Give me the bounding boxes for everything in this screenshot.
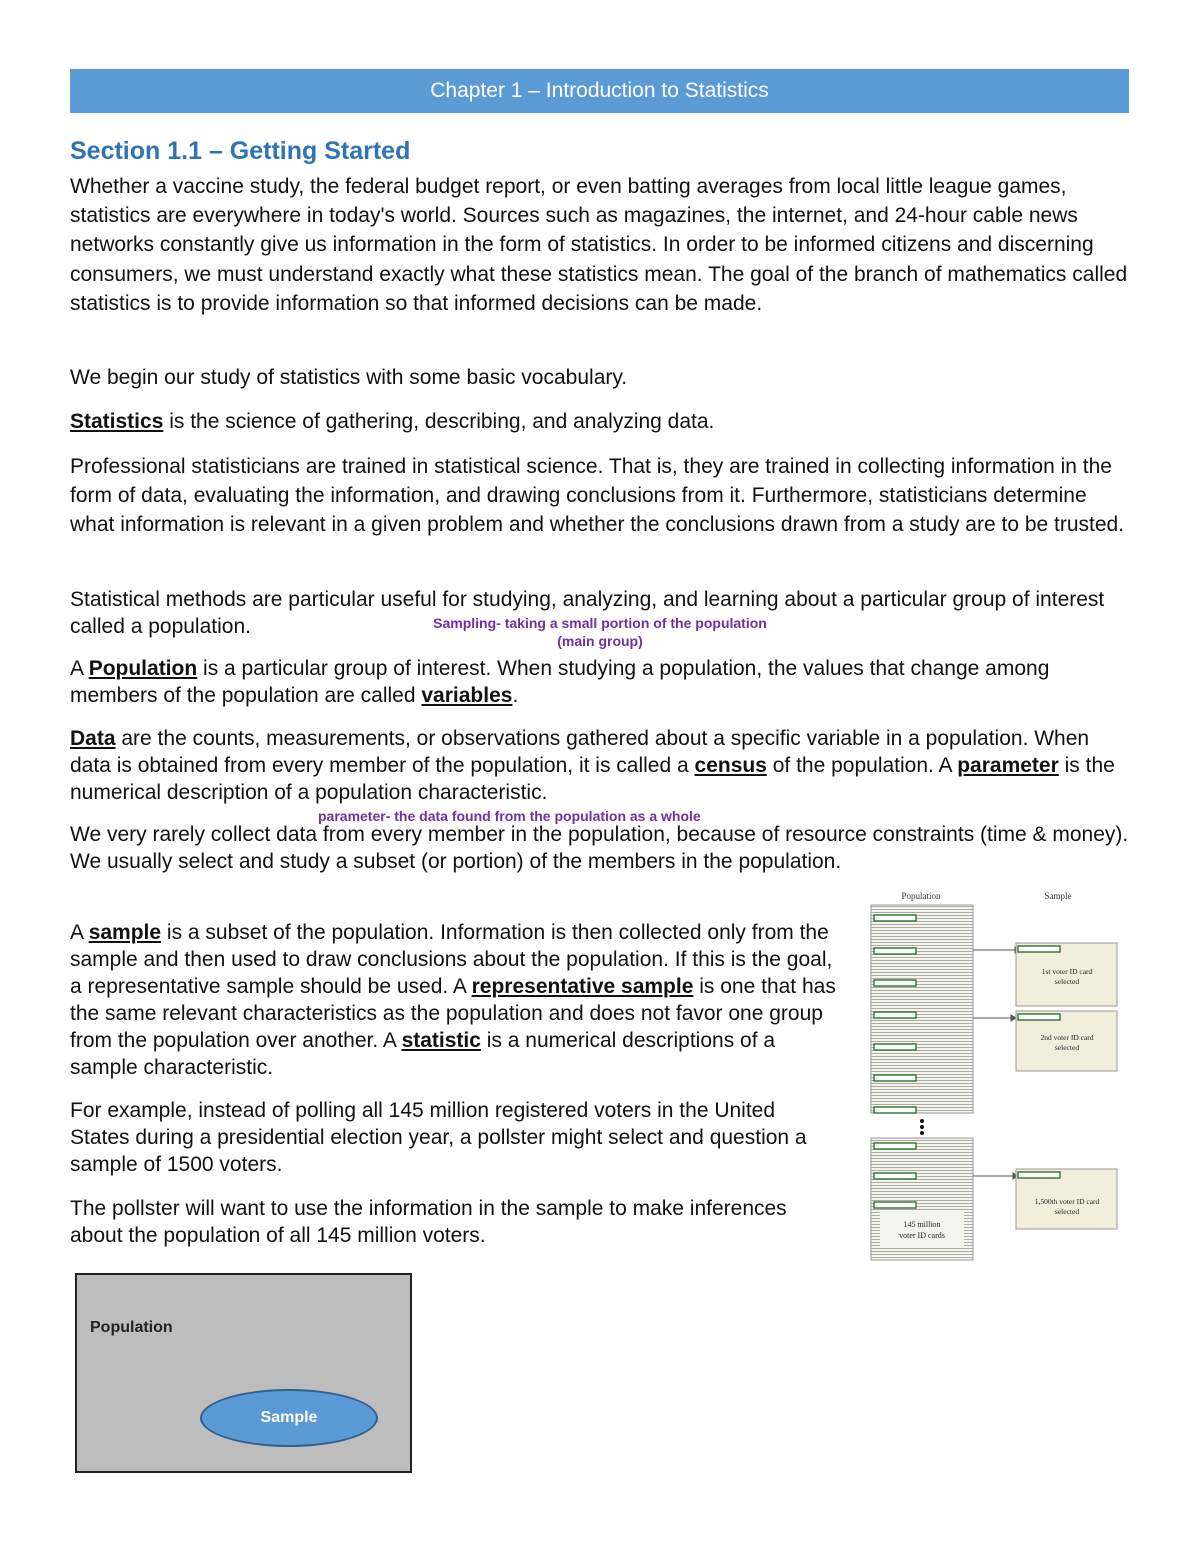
term-census: census [694,754,767,777]
data-definition-text-1: are the counts, measurements, or observations gathered about a specific variable in a population. When data is obtained from every member of the population, it is called a [70,727,1090,777]
term-population: Population [88,657,198,680]
data-definition [70,725,1130,806]
selection-arrows [973,947,1020,1179]
sample-ellipse [200,1389,378,1447]
term-representative-sample: representative sample [471,975,694,998]
sample-definition-text-1: is a subset of the population. Information is then collected only from the sample and then used to draw conclusions about the population. If this is the goal, a representative sample should be used. A [70,921,833,998]
term-statistic: statistic [401,1029,481,1052]
sample-card-3-line1: 1,500th voter ID card [1034,1197,1100,1206]
rarely-paragraph: We very rarely collect data from every member in the population, because of resource constraints (time & money). We usually select and study a subset (or portion) of the members in the population. [70,823,1129,873]
ellipsis-dots [920,1119,924,1135]
sample-card-2-line2: selected [1054,1043,1080,1052]
sample-card-3 [1016,1169,1117,1229]
sampling-note [410,614,790,650]
sample-card-1 [1016,943,1117,1006]
population-definition [70,655,1130,709]
intro-paragraph: Whether a vaccine study, the federal budget report, or even batting averages from local little league games, statistics are everywhere in today's world. Sources such as magazines, the internet, and 24-hour cable news networks constantly give us information in the form of statistics. In order to be informed citizens and discerning consumers, we must understand exactly what these statistics mean. The goal of the branch of mathematics called statistics is to provide information so that informed decisions can be made. [70,175,1128,315]
sampling-note-line2: (main group) [557,633,643,649]
chapter-title-bar [70,69,1129,113]
statistics-definition-text: is the science of gathering, describing, and analyzing data. [163,410,715,433]
chapter-title: Chapter 1 – Introduction to Statistics [430,79,769,102]
population-caption-line2: voter ID cards [899,1231,945,1240]
term-variables: variables [421,684,513,707]
sampling-note-line1: Sampling- taking a small portion of the population [433,615,767,631]
voter-sampling-figure [868,885,1122,1265]
data-definition-text-2: of the population. A [766,754,958,777]
figure-population-header: Population [901,891,941,901]
pollster-paragraph: The pollster will want to use the information in the sample to make inferences about the population of all 145 million voters. [70,1197,787,1247]
sample-card-1-line1: 1st voter ID card [1041,967,1093,976]
population-label: Population [90,1319,173,1336]
vocab-intro: We begin our study of statistics with some basic vocabulary. [70,366,628,389]
sample-definition-text-3: is a numerical descriptions of a sample characteristic. [70,1029,776,1079]
sample-definition-text-2: is one that has the same relevant characteristics as the population and does not favor one group from the population over another. A [70,975,836,1052]
population-stack-upper [871,905,973,1113]
sample-definition-prefix: A [70,921,89,944]
population-sample-diagram [75,1273,412,1473]
sample-card-2-line1: 2nd voter ID card [1040,1033,1094,1042]
population-definition-prefix: A [70,657,89,680]
term-parameter: parameter [957,754,1059,777]
professional-paragraph: Professional statisticians are trained in statistical science. That is, they are trained in collecting information in the form of data, evaluating the information, and drawing conclusions from it. Furthermore, statisticians determine what information is relevant in a given problem and whether the conclusions drawn from a study are to be trusted. [70,455,1125,537]
sample-card-3-line2: selected [1054,1207,1080,1216]
population-definition-suffix: . [512,684,519,707]
example-paragraph: For example, instead of polling all 145 million registered voters in the United States during a presidential election year, a pollster might select and question a sample of 1500 voters. [70,1099,807,1176]
term-sample: sample [88,921,162,944]
sample-card-1-line2: selected [1054,977,1080,986]
sample-definition [70,919,845,1081]
term-statistics: Statistics [70,410,164,433]
section-title: Section 1.1 – Getting Started [70,137,411,165]
data-definition-text-3: is the numerical description of a population characteristic. [70,754,1115,804]
sample-card-2 [1016,1011,1117,1071]
figure-sample-header: Sample [1044,891,1072,901]
statistics-definition [70,407,1130,436]
term-data: Data [70,727,116,750]
population-definition-text: is a particular group of interest. When studying a population, the values that change among members of the population are called [70,657,1050,707]
population-caption-line1: 145 million [903,1220,941,1229]
parameter-note: parameter- the data found from the population as a whole [318,808,701,824]
methods-paragraph: Statistical methods are particular useful for studying, analyzing, and learning about a particular group of interest called a population. [70,588,1105,638]
sample-label: Sample [260,1409,318,1426]
